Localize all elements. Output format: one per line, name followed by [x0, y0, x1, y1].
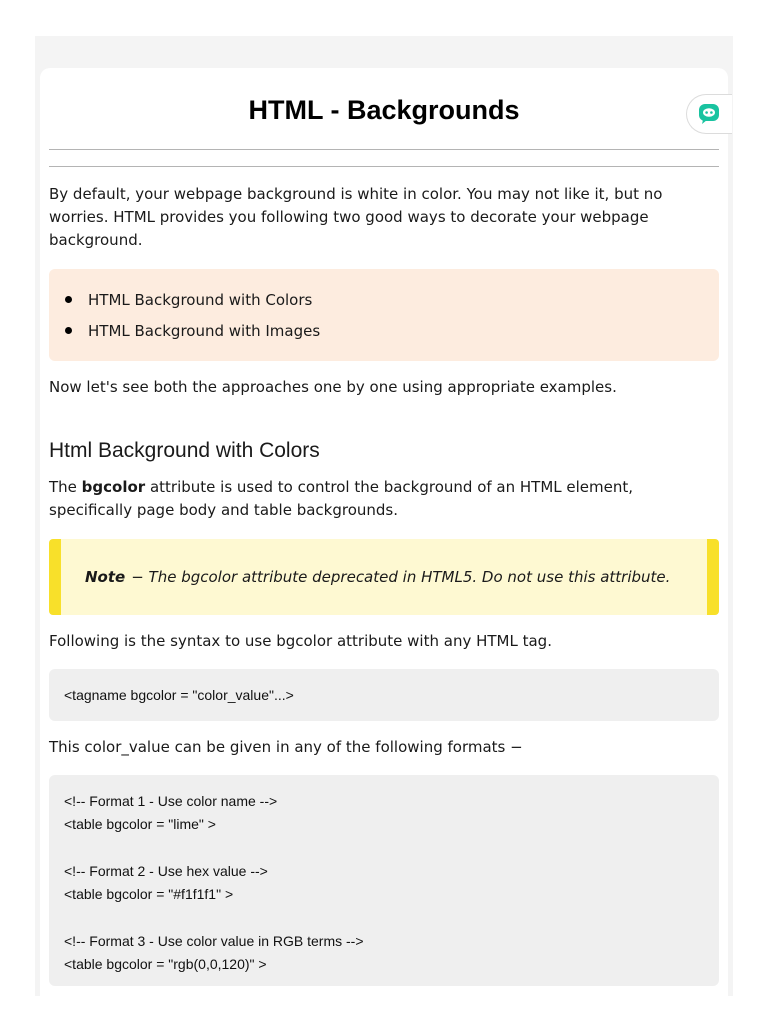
syntax-intro: Following is the syntax to use bgcolor attribute with any HTML tag.	[49, 632, 552, 650]
section-heading: Html Background with Colors	[49, 439, 320, 462]
approaches-list	[49, 269, 719, 361]
code-line: <table bgcolor = "#f1f1f1" >	[64, 886, 234, 902]
bgcolor-keyword: bgcolor	[81, 478, 146, 496]
syntax-code-block: <tagname bgcolor = "color_value"...>	[49, 669, 719, 721]
note-label: Note	[85, 568, 126, 586]
formats-intro: This color_value can be given in any of the following formats −	[49, 738, 523, 756]
note-text: − The bgcolor attribute deprecated in HTML5. Do not use this attribute.	[131, 568, 671, 586]
bullet-icon	[65, 296, 72, 303]
article-card	[40, 68, 728, 996]
divider	[49, 166, 719, 167]
page-title: HTML - Backgrounds	[248, 95, 520, 125]
list-item-label: HTML Background with Colors	[88, 290, 313, 309]
bullet-icon	[65, 327, 72, 334]
code-line: <!-- Format 1 - Use color name -->	[64, 793, 278, 809]
divider	[49, 149, 719, 150]
chat-widget-button[interactable]	[686, 94, 732, 134]
bgcolor-description: The bgcolor attribute is used to control the background of an HTML element, specifically page body and table backgrounds.	[49, 478, 634, 519]
code-line: <!-- Format 2 - Use hex value -->	[64, 863, 268, 879]
approaches-intro: Now let's see both the approaches one by one using appropriate examples.	[49, 378, 617, 396]
code-line: <table bgcolor = "rgb(0,0,120)" >	[64, 956, 267, 972]
list-item	[65, 315, 719, 346]
list-item-label: HTML Background with Images	[88, 321, 321, 340]
note-box	[49, 539, 719, 615]
formats-code-block	[49, 775, 719, 986]
chat-bubble-icon	[698, 103, 720, 125]
code-line: <table bgcolor = "lime" >	[64, 816, 216, 832]
code-line: <!-- Format 3 - Use color value in RGB terms -->	[64, 933, 364, 949]
intro-paragraph: By default, your webpage background is white in color. You may not like it, but no worries. HTML provides you following two good ways to decorate your webpage background.	[49, 185, 663, 249]
list-item	[65, 284, 719, 315]
